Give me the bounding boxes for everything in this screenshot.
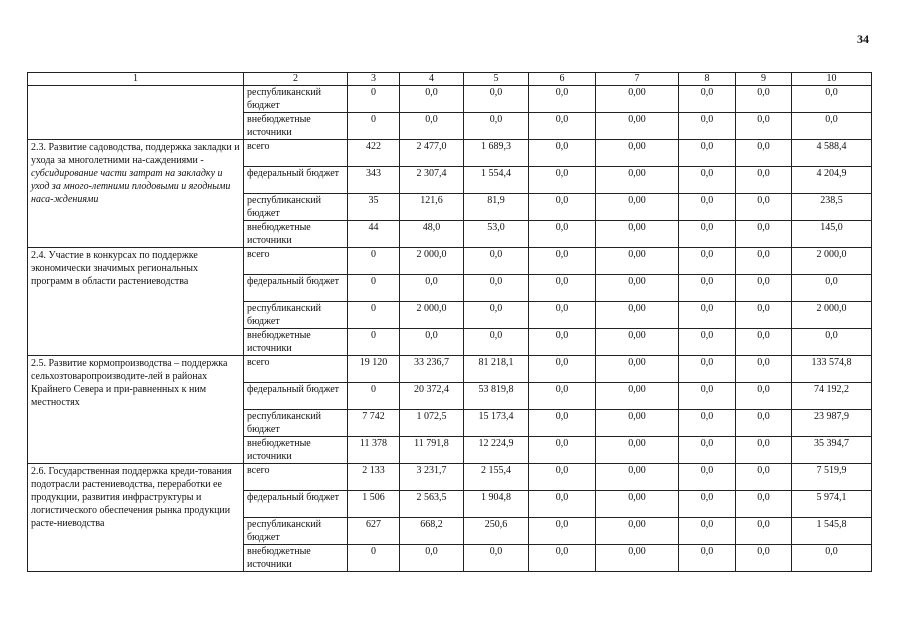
value-cell: 0,0 bbox=[400, 86, 464, 113]
value-cell: 53 819,8 bbox=[464, 383, 529, 410]
value-cell: 0,0 bbox=[529, 275, 596, 302]
value-cell: 81 218,1 bbox=[464, 356, 529, 383]
value-cell: 0,0 bbox=[679, 248, 736, 275]
measure-description-text: 2.3. Развитие садоводства, поддержка закладки и ухода за многолетними на-саждениями - bbox=[31, 142, 240, 166]
value-cell: 0,0 bbox=[529, 356, 596, 383]
value-cell: 121,6 bbox=[400, 194, 464, 221]
value-cell: 0,0 bbox=[400, 275, 464, 302]
value-cell: 0,0 bbox=[400, 113, 464, 140]
value-cell: 2 563,5 bbox=[400, 491, 464, 518]
value-cell: 5 974,1 bbox=[792, 491, 872, 518]
value-cell: 0,0 bbox=[679, 113, 736, 140]
value-cell: 0,0 bbox=[529, 302, 596, 329]
value-cell: 7 519,9 bbox=[792, 464, 872, 491]
measure-description bbox=[28, 140, 244, 248]
value-cell: 0,00 bbox=[596, 194, 679, 221]
value-cell: 23 987,9 bbox=[792, 410, 872, 437]
value-cell: 0,0 bbox=[736, 383, 792, 410]
header-cell: 1 bbox=[28, 73, 244, 86]
measure-description bbox=[28, 356, 244, 464]
value-cell: 0,00 bbox=[596, 518, 679, 545]
value-cell: 0,0 bbox=[792, 86, 872, 113]
value-cell: 0,0 bbox=[464, 113, 529, 140]
value-cell: 0,0 bbox=[529, 221, 596, 248]
value-cell: 0,00 bbox=[596, 113, 679, 140]
value-cell: 0 bbox=[348, 302, 400, 329]
value-cell: 0 bbox=[348, 248, 400, 275]
value-cell: 11 791,8 bbox=[400, 437, 464, 464]
measure-description bbox=[28, 86, 244, 140]
value-cell: 2 000,0 bbox=[792, 302, 872, 329]
value-cell: 0,0 bbox=[736, 86, 792, 113]
value-cell: 11 378 bbox=[348, 437, 400, 464]
value-cell: 53,0 bbox=[464, 221, 529, 248]
value-cell: 0,0 bbox=[679, 275, 736, 302]
value-cell: 0,00 bbox=[596, 86, 679, 113]
value-cell: 0,00 bbox=[596, 464, 679, 491]
funding-source: федеральный бюджет bbox=[244, 383, 348, 410]
value-cell: 0,0 bbox=[736, 491, 792, 518]
value-cell: 0,0 bbox=[400, 545, 464, 572]
funding-source: внебюджетные источники bbox=[244, 545, 348, 572]
value-cell: 0,0 bbox=[736, 248, 792, 275]
header-cell: 8 bbox=[679, 73, 736, 86]
value-cell: 0,0 bbox=[736, 113, 792, 140]
table-body bbox=[28, 86, 872, 572]
value-cell: 33 236,7 bbox=[400, 356, 464, 383]
measure-description bbox=[28, 248, 244, 356]
value-cell: 0,0 bbox=[679, 140, 736, 167]
value-cell: 35 394,7 bbox=[792, 437, 872, 464]
table-row bbox=[28, 356, 872, 383]
value-cell: 0,0 bbox=[736, 410, 792, 437]
value-cell: 2 133 bbox=[348, 464, 400, 491]
value-cell: 0,0 bbox=[529, 140, 596, 167]
value-cell: 2 477,0 bbox=[400, 140, 464, 167]
header-cell: 9 bbox=[736, 73, 792, 86]
value-cell: 0,00 bbox=[596, 491, 679, 518]
value-cell: 1 689,3 bbox=[464, 140, 529, 167]
value-cell: 12 224,9 bbox=[464, 437, 529, 464]
value-cell: 0,0 bbox=[400, 329, 464, 356]
funding-source: всего bbox=[244, 356, 348, 383]
value-cell: 0,0 bbox=[464, 302, 529, 329]
table-row bbox=[28, 464, 872, 491]
funding-source: республиканский бюджет bbox=[244, 194, 348, 221]
value-cell: 0,0 bbox=[529, 464, 596, 491]
value-cell: 35 bbox=[348, 194, 400, 221]
header-cell: 7 bbox=[596, 73, 679, 86]
value-cell: 0,0 bbox=[736, 518, 792, 545]
value-cell: 0,00 bbox=[596, 356, 679, 383]
page-number: 34 bbox=[857, 32, 869, 46]
value-cell: 0,0 bbox=[736, 437, 792, 464]
funding-source: федеральный бюджет bbox=[244, 167, 348, 194]
value-cell: 1 506 bbox=[348, 491, 400, 518]
value-cell: 0,0 bbox=[679, 86, 736, 113]
value-cell: 2 000,0 bbox=[792, 248, 872, 275]
value-cell: 0,0 bbox=[679, 167, 736, 194]
value-cell: 0,0 bbox=[679, 194, 736, 221]
value-cell: 2 307,4 bbox=[400, 167, 464, 194]
value-cell: 0,0 bbox=[529, 86, 596, 113]
value-cell: 0,0 bbox=[792, 113, 872, 140]
value-cell: 0,0 bbox=[736, 464, 792, 491]
value-cell: 44 bbox=[348, 221, 400, 248]
value-cell: 2 155,4 bbox=[464, 464, 529, 491]
value-cell: 0,0 bbox=[792, 545, 872, 572]
value-cell: 668,2 bbox=[400, 518, 464, 545]
measure-description-italic: субсидирование части затрат на закладку и уход за много-летними плодовыми и ягодными наса-ждениями bbox=[31, 168, 231, 205]
funding-source: всего bbox=[244, 140, 348, 167]
value-cell: 0,0 bbox=[529, 194, 596, 221]
value-cell: 0,00 bbox=[596, 167, 679, 194]
value-cell: 0,0 bbox=[679, 356, 736, 383]
value-cell: 145,0 bbox=[792, 221, 872, 248]
value-cell: 0,0 bbox=[679, 545, 736, 572]
value-cell: 0,0 bbox=[529, 545, 596, 572]
measure-description-text: 2.6. Государственная поддержка креди-тования подотрасли растениеводства, переработки ее продукции, развития инфраструктуры и логистического обеспечения рынка продукции расте-ниеводства bbox=[31, 466, 232, 529]
value-cell: 0 bbox=[348, 383, 400, 410]
value-cell: 0,00 bbox=[596, 437, 679, 464]
value-cell: 2 000,0 bbox=[400, 248, 464, 275]
header-cell: 4 bbox=[400, 73, 464, 86]
value-cell: 0,0 bbox=[529, 113, 596, 140]
value-cell: 74 192,2 bbox=[792, 383, 872, 410]
funding-source: республиканский бюджет bbox=[244, 410, 348, 437]
value-cell: 0,0 bbox=[529, 248, 596, 275]
value-cell: 0,0 bbox=[736, 221, 792, 248]
value-cell: 0,0 bbox=[679, 437, 736, 464]
value-cell: 0 bbox=[348, 86, 400, 113]
value-cell: 0,0 bbox=[736, 140, 792, 167]
funding-source: республиканский бюджет bbox=[244, 302, 348, 329]
value-cell: 0 bbox=[348, 275, 400, 302]
value-cell: 0,0 bbox=[464, 275, 529, 302]
value-cell: 0,0 bbox=[679, 410, 736, 437]
value-cell: 0,0 bbox=[529, 491, 596, 518]
value-cell: 7 742 bbox=[348, 410, 400, 437]
value-cell: 0,00 bbox=[596, 248, 679, 275]
budget-table bbox=[27, 72, 872, 572]
value-cell: 1 072,5 bbox=[400, 410, 464, 437]
value-cell: 81,9 bbox=[464, 194, 529, 221]
value-cell: 4 204,9 bbox=[792, 167, 872, 194]
value-cell: 0,0 bbox=[464, 545, 529, 572]
header-cell: 3 bbox=[348, 73, 400, 86]
value-cell: 250,6 bbox=[464, 518, 529, 545]
funding-source: федеральный бюджет bbox=[244, 275, 348, 302]
value-cell: 0,00 bbox=[596, 140, 679, 167]
value-cell: 0,0 bbox=[679, 383, 736, 410]
value-cell: 0,0 bbox=[529, 167, 596, 194]
value-cell: 0,0 bbox=[736, 194, 792, 221]
header-cell: 2 bbox=[244, 73, 348, 86]
funding-source: внебюджетные источники bbox=[244, 329, 348, 356]
header-cell: 6 bbox=[529, 73, 596, 86]
measure-description-text: 2.4. Участие в конкурсах по поддержке экономически значимых региональных программ в области растениеводства bbox=[31, 250, 199, 287]
value-cell: 0,00 bbox=[596, 545, 679, 572]
value-cell: 0,00 bbox=[596, 329, 679, 356]
value-cell: 0,0 bbox=[464, 248, 529, 275]
funding-source: внебюджетные источники bbox=[244, 221, 348, 248]
value-cell: 0,0 bbox=[736, 329, 792, 356]
value-cell: 0,0 bbox=[679, 491, 736, 518]
value-cell: 0 bbox=[348, 113, 400, 140]
funding-source: всего bbox=[244, 248, 348, 275]
value-cell: 343 bbox=[348, 167, 400, 194]
value-cell: 0,0 bbox=[736, 545, 792, 572]
value-cell: 0,0 bbox=[679, 464, 736, 491]
header-cell: 5 bbox=[464, 73, 529, 86]
value-cell: 238,5 bbox=[792, 194, 872, 221]
value-cell: 0,0 bbox=[736, 167, 792, 194]
value-cell: 2 000,0 bbox=[400, 302, 464, 329]
value-cell: 627 bbox=[348, 518, 400, 545]
table-row bbox=[28, 86, 872, 113]
value-cell: 0,0 bbox=[792, 329, 872, 356]
value-cell: 20 372,4 bbox=[400, 383, 464, 410]
value-cell: 0,0 bbox=[529, 437, 596, 464]
table-row bbox=[28, 248, 872, 275]
value-cell: 0,0 bbox=[679, 329, 736, 356]
value-cell: 0,0 bbox=[464, 86, 529, 113]
value-cell: 0,00 bbox=[596, 275, 679, 302]
table-row bbox=[28, 140, 872, 167]
value-cell: 0,00 bbox=[596, 221, 679, 248]
value-cell: 1 554,4 bbox=[464, 167, 529, 194]
funding-source: всего bbox=[244, 464, 348, 491]
value-cell: 4 588,4 bbox=[792, 140, 872, 167]
value-cell: 0,00 bbox=[596, 302, 679, 329]
header-cell: 10 bbox=[792, 73, 872, 86]
value-cell: 3 231,7 bbox=[400, 464, 464, 491]
value-cell: 0,0 bbox=[679, 221, 736, 248]
funding-source: республиканский бюджет bbox=[244, 86, 348, 113]
funding-source: внебюджетные источники bbox=[244, 437, 348, 464]
value-cell: 133 574,8 bbox=[792, 356, 872, 383]
value-cell: 0,0 bbox=[529, 410, 596, 437]
value-cell: 48,0 bbox=[400, 221, 464, 248]
value-cell: 0 bbox=[348, 329, 400, 356]
value-cell: 0,00 bbox=[596, 383, 679, 410]
value-cell: 15 173,4 bbox=[464, 410, 529, 437]
funding-source: республиканский бюджет bbox=[244, 518, 348, 545]
value-cell: 1 904,8 bbox=[464, 491, 529, 518]
value-cell: 0,00 bbox=[596, 410, 679, 437]
measure-description-text: 2.5. Развитие кормопроизводства – поддержка сельхозтоваропроизводите-лей в районах Крайнего Севера и при-равненных к ним местностях bbox=[31, 358, 228, 408]
value-cell: 0,0 bbox=[792, 275, 872, 302]
value-cell: 0,0 bbox=[464, 329, 529, 356]
value-cell: 0,0 bbox=[736, 275, 792, 302]
value-cell: 0,0 bbox=[529, 383, 596, 410]
funding-source: федеральный бюджет bbox=[244, 491, 348, 518]
value-cell: 19 120 bbox=[348, 356, 400, 383]
value-cell: 0,0 bbox=[529, 329, 596, 356]
measure-description bbox=[28, 464, 244, 572]
value-cell: 422 bbox=[348, 140, 400, 167]
funding-source: внебюджетные источники bbox=[244, 113, 348, 140]
value-cell: 1 545,8 bbox=[792, 518, 872, 545]
value-cell: 0,0 bbox=[736, 356, 792, 383]
value-cell: 0,0 bbox=[679, 518, 736, 545]
value-cell: 0,0 bbox=[679, 302, 736, 329]
value-cell: 0 bbox=[348, 545, 400, 572]
header-row bbox=[28, 73, 872, 86]
value-cell: 0,0 bbox=[736, 302, 792, 329]
value-cell: 0,0 bbox=[529, 518, 596, 545]
